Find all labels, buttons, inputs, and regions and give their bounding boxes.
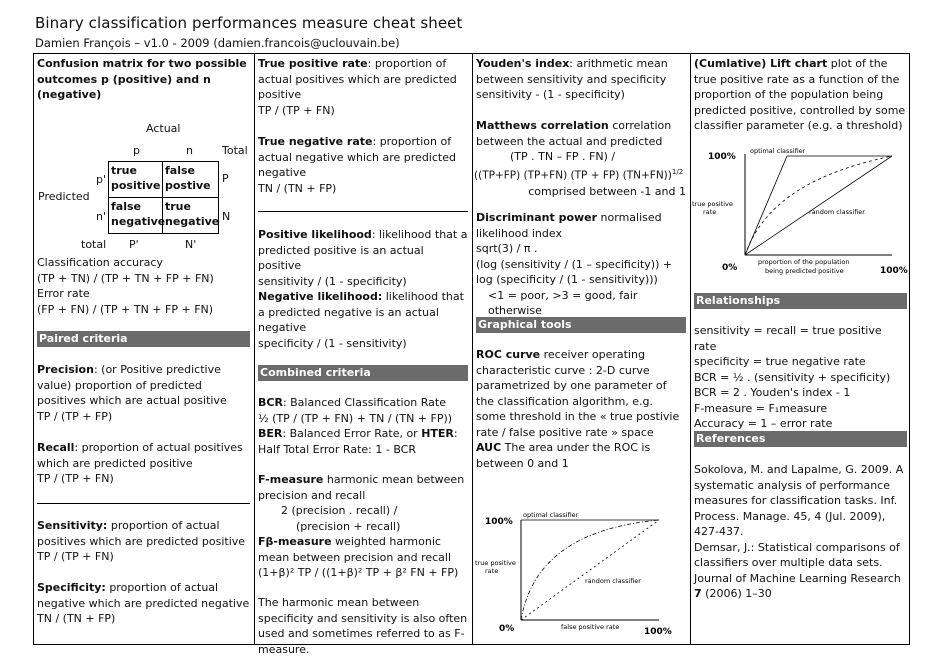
reference-1: Sokolova, M. and Lapalme, G. 2009. A systematic analysis of performance measures for classification tasks. Inf. Process. Manage. 45, 4 (Jul. 2009), 427-437. xyxy=(694,463,904,538)
recall-formula: TP / (TP + FN) xyxy=(37,472,114,485)
paired-criteria-header: Paired criteria xyxy=(37,331,250,347)
sensitivity-formula: TP / (TP + FN) xyxy=(37,550,114,563)
recall-title: Recall xyxy=(37,441,75,454)
lift-chart-title: (Cumlative) Lift chart xyxy=(694,57,828,70)
relationship-item: Accuracy = 1 – error rate xyxy=(694,417,833,430)
discriminant-power-formula-3: log (specificity / (1 - sensitivity))) xyxy=(476,273,658,286)
positive-likelihood-text: : likelihood that a predicted positive is an actual positive xyxy=(258,228,468,272)
roc-y-bottom: 0% xyxy=(499,624,515,634)
roc-optimal-label: optimal classifier xyxy=(523,511,579,519)
cell-true-positive: true positive xyxy=(108,161,163,198)
lift-y-top: 100% xyxy=(708,152,736,162)
positive-likelihood-block xyxy=(258,227,468,289)
relationship-item: sensitivity = recall = true positive rate xyxy=(694,324,882,353)
ber-formula: Half Total Error Rate: 1 - BCR xyxy=(258,442,416,456)
negative-likelihood-text: likelihood that a predicted negative is an actual negative xyxy=(258,290,464,334)
precision-block xyxy=(37,362,250,424)
row-P-total: P xyxy=(222,172,229,185)
sensitivity-block xyxy=(37,518,250,565)
error-rate-formula: (FP + FN) / (TP + TN + FP + FN) xyxy=(37,302,214,316)
roc-ylabel-2: rate xyxy=(485,567,499,575)
relationship-item: F-measure = F₁measure xyxy=(694,401,828,415)
matthews-formula-1: (TP . TN – FP . FN) / xyxy=(510,150,616,163)
roc-curve-figure xyxy=(473,508,690,644)
lift-x-right: 100% xyxy=(880,266,908,276)
ber-text2: : xyxy=(453,427,458,440)
f-measure-title: F-measure xyxy=(258,473,324,486)
reference-2-year: (2006) 1–30 xyxy=(701,587,772,600)
tpr-title: True positive rate xyxy=(258,57,368,70)
youden-text: : arithmetic mean between sensitivity and specificity xyxy=(476,57,668,86)
f-measure-formula-1: 2 (precision . recall) / xyxy=(281,504,398,517)
f-beta-title: Fβ-measure xyxy=(258,535,332,548)
cell-true-negative: true negative xyxy=(162,197,219,234)
tpr-text: : proportion of actual positives which are predicted positive xyxy=(258,57,457,101)
divider xyxy=(258,211,468,212)
divider xyxy=(37,503,250,504)
accuracy-label: Classification accuracy xyxy=(37,256,163,269)
negative-likelihood-block xyxy=(258,289,468,351)
f-measure-formula-2: (precision + recall) xyxy=(296,519,401,533)
auc-title: AUC xyxy=(476,441,502,454)
specificity-formula: TN / (TN + FP) xyxy=(37,612,116,625)
cell-false-negative: false negative xyxy=(108,197,163,234)
tnr-title: True negative rate xyxy=(258,135,373,148)
discriminant-power-formula-1: sqrt(3) / π . xyxy=(476,242,538,255)
lift-xlabel-1: proportion of the population xyxy=(758,258,850,266)
lift-chart-figure xyxy=(691,140,910,280)
row-p-prime-label: p' xyxy=(96,173,107,186)
recall-text: : proportion of actual positives which are predicted positive xyxy=(37,441,243,470)
discriminant-power-block xyxy=(476,210,686,319)
matthews-exponent: 1/2 xyxy=(671,167,684,176)
precision-text: : (or Positive predictive value) proportion of predicted positives which are actual positive xyxy=(37,363,227,407)
row-N-total: N xyxy=(222,210,231,223)
roc-title: ROC curve xyxy=(476,348,541,361)
lift-ylabel-2: rate xyxy=(703,208,717,216)
tnr-block xyxy=(258,134,468,196)
recall-block xyxy=(37,440,250,487)
references-list xyxy=(694,462,907,602)
negative-likelihood-title: Negative likelihood: xyxy=(258,290,383,303)
lift-random-line xyxy=(745,156,892,255)
relationship-item: BCR = 2 . Youden's index - 1 xyxy=(694,386,851,399)
negative-likelihood-formula: specificity / (1 - sensitivity) xyxy=(258,336,407,350)
lift-optimal-label: optimal classifier xyxy=(750,147,806,155)
lift-chart-text: plot of the true positive rate as a function of the proportion of the population being predicted positive, controlled by some classifier parameter (e.g. a threshold) xyxy=(694,57,906,132)
col-N-prime-total: N' xyxy=(185,238,197,251)
col-p-label: p xyxy=(133,144,140,157)
positive-likelihood-title: Positive likelihood xyxy=(258,228,372,241)
row-n-prime-label: n' xyxy=(96,210,106,223)
specificity-block xyxy=(37,580,250,627)
sensitivity-text: proportion of actual positives which are predicted positive xyxy=(37,519,246,548)
column-3 xyxy=(473,54,691,644)
references-header: References xyxy=(694,431,907,447)
relationship-item: BCR = ½ . (sensitivity + specificity) xyxy=(694,370,891,384)
page-title: Binary classification performances measure cheat sheet xyxy=(35,14,463,32)
roc-random-line xyxy=(521,520,659,620)
col-P-prime-total: P' xyxy=(129,238,139,251)
graphical-tools-header: Graphical tools xyxy=(476,317,686,333)
lift-xlabel-2: being predicted positive xyxy=(765,267,844,275)
precision-formula: TP / (TP + FP) xyxy=(37,409,113,423)
reference-2-volume: 7 xyxy=(694,587,702,600)
actual-label: Actual xyxy=(146,122,181,135)
tnr-formula: TN / (TN + FP) xyxy=(258,181,337,195)
youden-block xyxy=(476,56,686,103)
lift-y-bottom: 0% xyxy=(722,263,738,273)
ber-text: : Balanced Error Rate, or xyxy=(282,427,422,440)
tpr-block xyxy=(258,56,468,118)
matthews-title: Matthews correlation xyxy=(476,119,609,132)
matthews-text: correlation between the actual and predicted xyxy=(476,119,672,148)
roc-xlabel: false positive rate xyxy=(561,623,620,631)
f-beta-formula: (1+β)² TP / ((1+β)² TP + β² FN + FP) xyxy=(258,566,459,579)
f-measure-block xyxy=(258,472,468,534)
col-total-label: Total xyxy=(222,144,248,157)
page-subtitle: Damien François – v1.0 - 2009 (damien.francois@uclouvain.be) xyxy=(35,36,400,50)
reference-2: Demsar, J.: Statistical comparisons of classifiers over multiple data sets. Journal of Machine Learning Research xyxy=(694,540,901,585)
accuracy-formula: (TP + TN) / (TP + TN + FP + FN) xyxy=(37,271,214,285)
total-row-label: total xyxy=(81,238,107,251)
bcr-text: : Balanced Classification Rate xyxy=(282,396,446,409)
roc-random-label: random classifier xyxy=(585,577,641,585)
hter-title: HTER xyxy=(421,427,454,440)
error-rate-label: Error rate xyxy=(37,287,90,300)
confusion-matrix-title: Confusion matrix for two possible outcomes p (positive) and n (negative) xyxy=(37,57,247,101)
roc-text: receiver operating characteristic curve : 2-D curve parametrized by one parameter of the classification algorithm, e.g. some threshold in the « true postivie rate / false positive rate » space xyxy=(476,348,680,439)
precision-title: Precision xyxy=(37,363,94,376)
lift-chart-block xyxy=(694,56,907,134)
sensitivity-title: Sensitivity: xyxy=(37,519,108,532)
matthews-range: comprised between -1 and 1 xyxy=(528,184,686,198)
lift-ylabel-1: true positive xyxy=(692,200,733,208)
relationship-item: specificity = true negative rate xyxy=(694,355,866,368)
specificity-text: proportion of actual negative which are predicted negative xyxy=(37,581,250,610)
column-1 xyxy=(34,54,255,644)
tnr-text: : proportion of actual negative which are predicted negative xyxy=(258,135,456,179)
bcr-block xyxy=(258,395,468,457)
roc-y-top: 100% xyxy=(485,517,513,527)
relationships-header: Relationships xyxy=(694,293,907,309)
matthews-block xyxy=(476,118,686,199)
f-beta-block xyxy=(258,534,468,581)
harmonic-mean-note: The harmonic mean between specificity and sensitivity is also often used and sometimes referred to as F-measure. xyxy=(258,596,468,656)
positive-likelihood-formula: sensitivity / (1 - specificity) xyxy=(258,274,407,288)
discriminant-power-formula-2: (log (sensitivity / (1 – specificity)) + xyxy=(476,257,673,271)
youden-title: Youden's index xyxy=(476,57,570,70)
matthews-formula-2: ((TP+FP) (TP+FN) (TP + FP) (TN+FN)) xyxy=(474,169,672,181)
column-4 xyxy=(691,54,911,644)
predicted-label: Predicted xyxy=(38,190,90,203)
roc-ylabel-1: true positive xyxy=(475,559,516,567)
ber-title: BER xyxy=(258,427,283,440)
cell-false-positive: false postive xyxy=(162,161,219,198)
specificity-title: Specificity: xyxy=(37,581,106,594)
auc-text: The area under the ROC is between 0 and 1 xyxy=(476,441,651,470)
relationships-list xyxy=(694,323,907,432)
roc-x-right: 100% xyxy=(644,627,672,637)
bcr-formula: ½ (TP / (TP + FN) + TN / (TN + FP)) xyxy=(258,411,453,425)
col-n-label: n xyxy=(186,144,193,157)
lift-random-label: random classifier xyxy=(809,208,865,216)
roc-block xyxy=(476,347,686,471)
discriminant-power-text: normalised likelihood index xyxy=(476,211,662,240)
f-beta-text: weighted harmonic mean between precision and recall xyxy=(258,535,452,564)
discriminant-power-scale: <1 = poor, >3 = good, fair otherwise xyxy=(488,288,638,317)
cheat-sheet xyxy=(33,53,910,656)
youden-formula: sensitivity - (1 - specificity) xyxy=(476,88,625,101)
combined-criteria-header: Combined criteria xyxy=(258,365,468,381)
tpr-formula: TP / (TP + FN) xyxy=(258,103,335,117)
column-2 xyxy=(255,54,473,656)
bcr-title: BCR xyxy=(258,396,283,409)
discriminant-power-title: Discriminant power xyxy=(476,211,598,224)
f-measure-text: harmonic mean between precision and recall xyxy=(258,473,465,502)
